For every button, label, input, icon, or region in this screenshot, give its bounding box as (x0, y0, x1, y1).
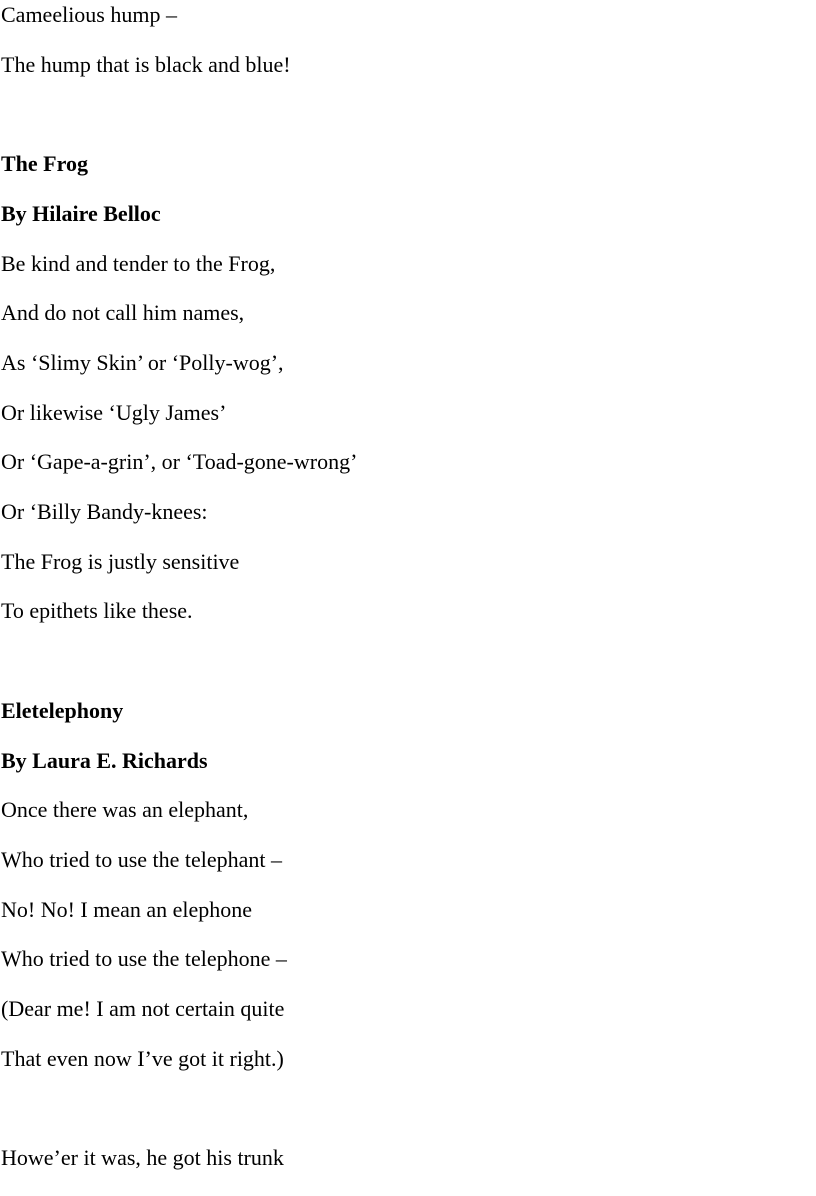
poem-line: The Frog is justly sensitive (1, 549, 240, 574)
poem-line: Cameelious hump – (1, 2, 177, 27)
poem-line: That even now I’ve got it right.) (1, 1046, 284, 1071)
poem-line: No! No! I mean an elephone (1, 897, 253, 922)
poem-line: Be kind and tender to the Frog, (1, 251, 276, 276)
poem-line: Howe’er it was, he got his trunk (1, 1145, 284, 1170)
poem-author: By Hilaire Belloc (1, 201, 161, 226)
poem-author: By Laura E. Richards (1, 748, 208, 773)
poem-title: The Frog (1, 151, 88, 176)
poem-line: Once there was an elephant, (1, 797, 249, 822)
poem-line: Or ‘Gape-a-grin’, or ‘Toad-gone-wrong’ (1, 449, 358, 474)
poem-line: As ‘Slimy Skin’ or ‘Polly-wog’, (1, 350, 284, 375)
poem-line: To epithets like these. (1, 598, 193, 623)
poem-line: Or likewise ‘Ugly James’ (1, 400, 227, 425)
poem-line: (Dear me! I am not certain quite (1, 996, 285, 1021)
poem-line: The hump that is black and blue! (1, 52, 291, 77)
poem-line: Who tried to use the telephant – (1, 847, 283, 872)
poem-line: And do not call him names, (1, 300, 245, 325)
poem-line: Who tried to use the telephone – (1, 946, 287, 971)
poem-line: Or ‘Billy Bandy-knees: (1, 499, 208, 524)
poem-title: Eletelephony (1, 698, 124, 723)
